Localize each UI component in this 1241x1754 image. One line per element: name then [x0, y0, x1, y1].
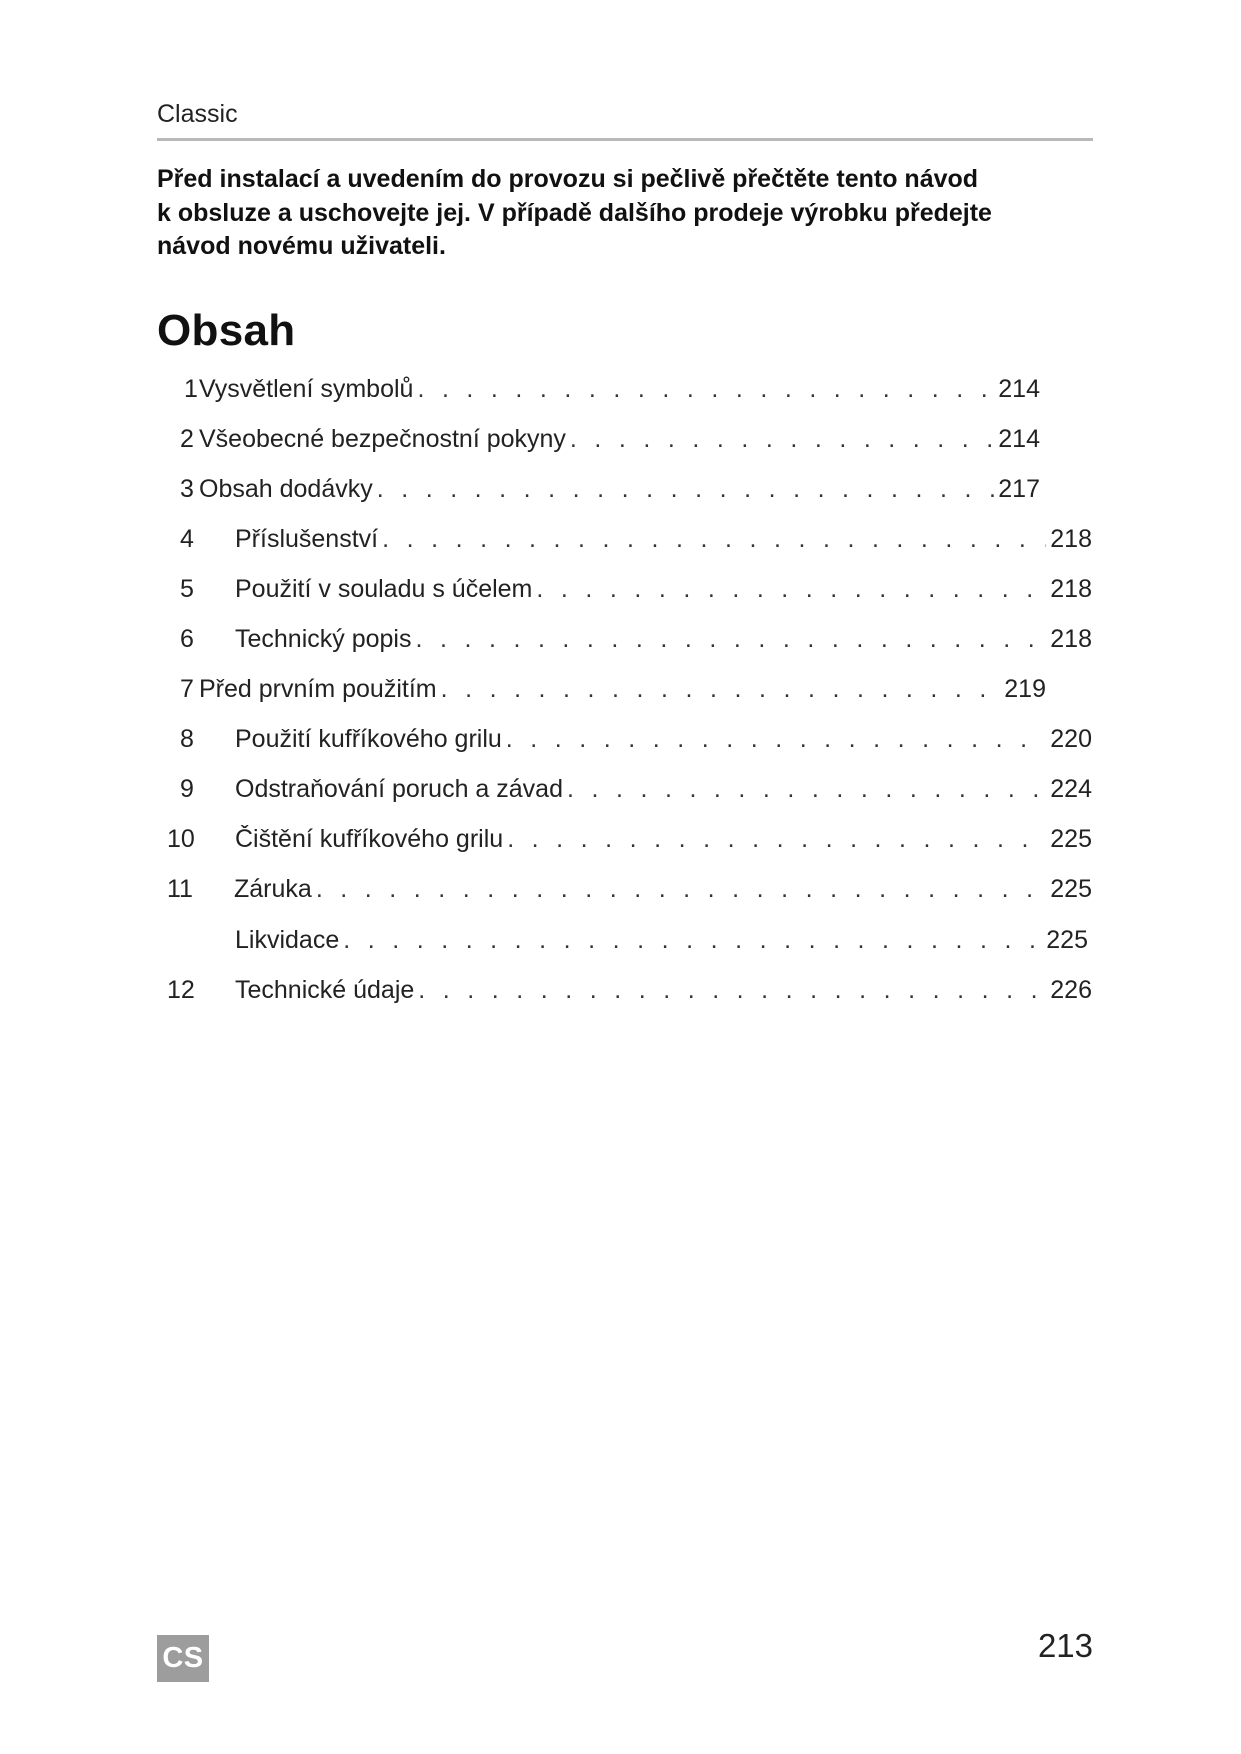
- toc-entry-page: 220: [1050, 725, 1092, 753]
- toc-entry[interactable]: [180, 425, 1040, 465]
- intro-line: návod novému uživateli.: [157, 232, 446, 260]
- toc-leader-dots: [536, 575, 1046, 604]
- toc-leader-dots: [415, 625, 1046, 654]
- toc-leader-dots: [417, 375, 994, 404]
- toc-entry-label: Technický popis: [235, 625, 412, 653]
- toc-entry-label: Použití v souladu s účelem: [235, 575, 533, 603]
- intro-notice: [157, 163, 1097, 264]
- toc-entry-number: 11: [167, 875, 193, 903]
- toc-entry[interactable]: [167, 976, 1092, 1016]
- language-badge: CS: [157, 1635, 209, 1682]
- toc-entry-number: 7: [180, 675, 194, 703]
- toc-entry[interactable]: [184, 375, 1040, 415]
- toc-leader-dots: [343, 926, 1042, 955]
- toc-entry-label: Vysvětlení symbolů: [199, 375, 414, 403]
- toc-leader-dots: [418, 976, 1046, 1005]
- toc-entry-label: Odstraňování poruch a závad: [235, 775, 563, 803]
- toc-entry[interactable]: [180, 575, 1092, 615]
- toc-entry[interactable]: [167, 875, 1092, 915]
- toc-entry-label: Obsah dodávky: [199, 475, 373, 503]
- toc-entry[interactable]: [180, 475, 1040, 515]
- toc-entry-label: Příslušenství: [235, 525, 379, 553]
- toc-entry[interactable]: [180, 525, 1092, 565]
- toc-leader-dots: [441, 675, 1001, 704]
- toc-entry-label: Záruka: [234, 875, 312, 903]
- toc-entry-page: 219: [1004, 675, 1046, 703]
- toc-entry[interactable]: [180, 725, 1092, 765]
- toc-entry-page: 225: [1050, 825, 1092, 853]
- toc-leader-dots: [507, 825, 1046, 854]
- toc-leader-dots: [506, 725, 1046, 754]
- page-number: 213: [1037, 1627, 1093, 1664]
- toc-entry[interactable]: [180, 625, 1092, 665]
- toc-title: Obsah: [157, 306, 296, 355]
- toc-entry-number: 10: [167, 825, 195, 853]
- toc-entry-page: 217: [998, 475, 1040, 503]
- toc-entry[interactable]: [180, 775, 1092, 815]
- toc-leader-dots: [377, 475, 995, 504]
- toc-leader-dots: [570, 425, 994, 454]
- toc-entry-number: 3: [180, 475, 194, 503]
- toc-entry-label: Před prvním použitím: [199, 675, 437, 703]
- toc-entry[interactable]: [235, 926, 1088, 966]
- toc-entry-label: Likvidace: [235, 926, 340, 954]
- toc-leader-dots: [382, 525, 1046, 554]
- toc-entry-page: 218: [1050, 625, 1092, 653]
- toc-leader-dots: [567, 775, 1046, 804]
- running-title: Classic: [157, 100, 238, 128]
- toc-entry-label: Použití kufříkového grilu: [235, 725, 502, 753]
- toc-entry-page: 214: [998, 425, 1040, 453]
- toc-entry-number: 8: [180, 725, 194, 753]
- toc-entry-page: 225: [1050, 875, 1092, 903]
- toc-entry[interactable]: [180, 675, 1046, 715]
- toc-entry-page: 218: [1050, 575, 1092, 603]
- toc-entry-number: 2: [180, 425, 194, 453]
- toc-entry-page: 224: [1050, 775, 1092, 803]
- toc-entry-number: 4: [180, 525, 194, 553]
- intro-line: k obsluze a uschovejte jej. V případě dalšího prodeje výrobku předejte: [157, 198, 992, 227]
- toc-entry[interactable]: [167, 825, 1092, 865]
- toc-entry-label: Technické údaje: [235, 976, 415, 1004]
- toc-entry-number: 6: [180, 625, 194, 653]
- toc-entry-number: 12: [167, 976, 195, 1004]
- toc-entry-page: 218: [1050, 525, 1092, 553]
- toc-leader-dots: [316, 875, 1046, 904]
- toc-entry-label: Čištění kufříkového grilu: [235, 825, 504, 853]
- toc-entry-page: 225: [1046, 926, 1088, 954]
- toc-entry-number: 5: [180, 575, 194, 603]
- intro-line: Před instalací a uvedením do provozu si pečlivě přečtěte tento návod: [157, 165, 979, 193]
- toc-entry-number: 1: [184, 375, 198, 403]
- toc-entry-page: 226: [1050, 976, 1092, 1004]
- header-rule: [157, 138, 1093, 141]
- toc-entry-page: 214: [998, 375, 1040, 403]
- toc-entry-number: 9: [180, 775, 194, 803]
- toc-entry-label: Všeobecné bezpečnostní pokyny: [199, 425, 566, 453]
